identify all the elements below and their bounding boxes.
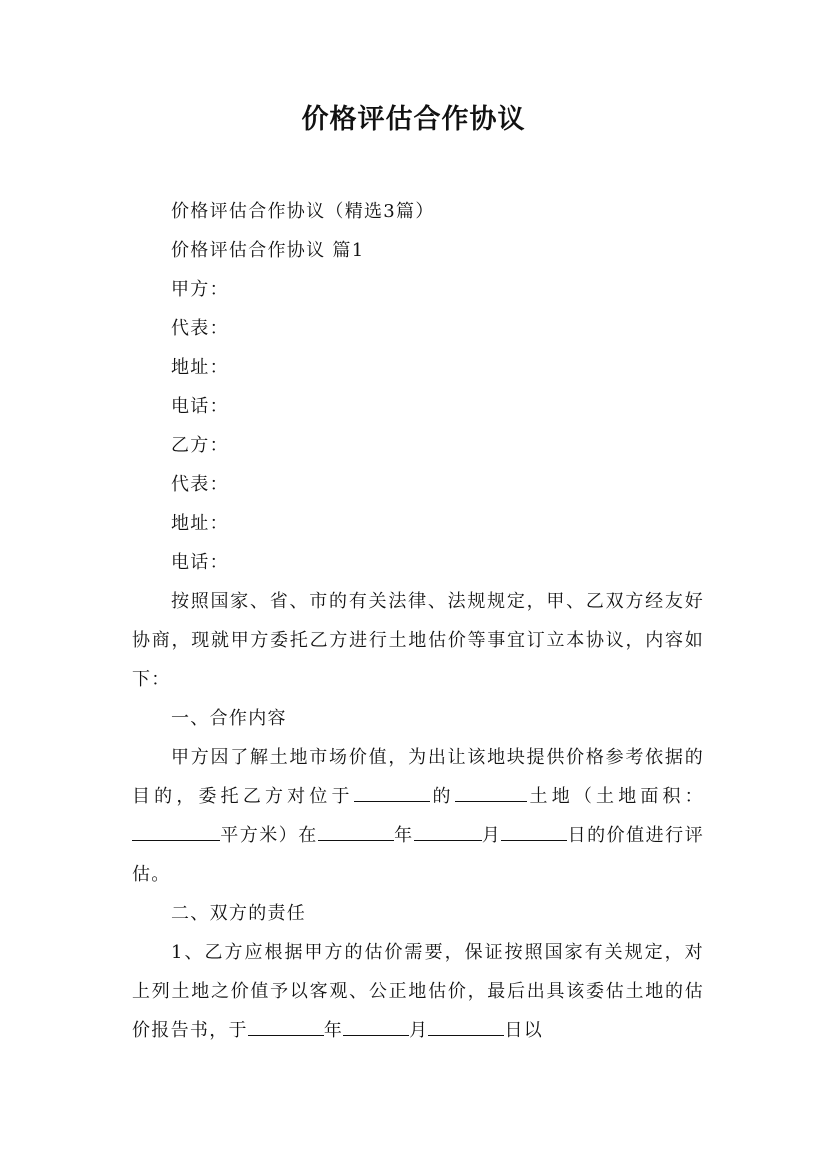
location-blank <box>354 783 430 802</box>
report-year-blank <box>248 1017 324 1036</box>
clause1-paragraph <box>132 738 704 894</box>
party-b-phone: 电话： <box>171 552 229 573</box>
clause1-text-part7: 日的价值进行评估。 <box>132 825 704 885</box>
clause1-text-part6: 月 <box>481 825 502 846</box>
party-b-rep: 代表： <box>171 474 229 495</box>
month-blank <box>414 822 482 841</box>
section-heading: 价格评估合作协议 篇1 <box>171 240 365 261</box>
document-title: 价格评估合作协议 <box>301 104 526 135</box>
party-a-phone: 电话： <box>171 396 229 417</box>
clause2-heading: 二、双方的责任 <box>171 903 307 924</box>
clause2-item1-part4: 日以 <box>504 1020 544 1041</box>
area-blank <box>132 822 220 841</box>
party-a-rep: 代表： <box>171 318 229 339</box>
report-month-blank <box>343 1017 409 1036</box>
clause2-item1-part1: 1、乙方应根据甲方的估价需要，保证按照国家有关规定，对上列土地之价值予以客观、公正地估价，最后出具该委估土地的估价报告书，于 <box>132 942 704 1041</box>
clause1-heading: 一、合作内容 <box>171 708 287 729</box>
clause1-text-part1: 甲方因了解土地市场价值，为出让该地块提供价格参考依据的目的，委托乙方对位于 <box>132 747 704 807</box>
party-b-label: 乙方： <box>171 435 229 456</box>
year-blank <box>318 822 394 841</box>
clause1-text-part5: 年 <box>393 825 414 846</box>
clause2-item1-part3: 月 <box>409 1020 429 1041</box>
party-a-label: 甲方： <box>171 279 229 300</box>
clause1-text-part2: 的 <box>429 786 455 807</box>
day-blank <box>501 822 567 841</box>
clause2-item1-paragraph <box>132 933 704 1050</box>
intro-paragraph: 按照国家、省、市的有关法律、法规规定，甲、乙双方经友好协商，现就甲方委托乙方进行土地估价等事宜订立本协议，内容如下： <box>132 591 704 690</box>
document-body <box>132 192 704 1050</box>
clause2-item1-part2: 年 <box>323 1020 344 1041</box>
party-b-address: 地址： <box>171 513 229 534</box>
document-subtitle: 价格评估合作协议（精选3篇） <box>171 201 435 222</box>
clause1-text-part4: 平方米）在 <box>220 825 318 846</box>
clause1-text-part3: 土地（土地面积： <box>526 786 704 807</box>
parcel-blank <box>455 783 527 802</box>
party-a-address: 地址： <box>171 357 229 378</box>
report-day-blank <box>428 1017 504 1036</box>
